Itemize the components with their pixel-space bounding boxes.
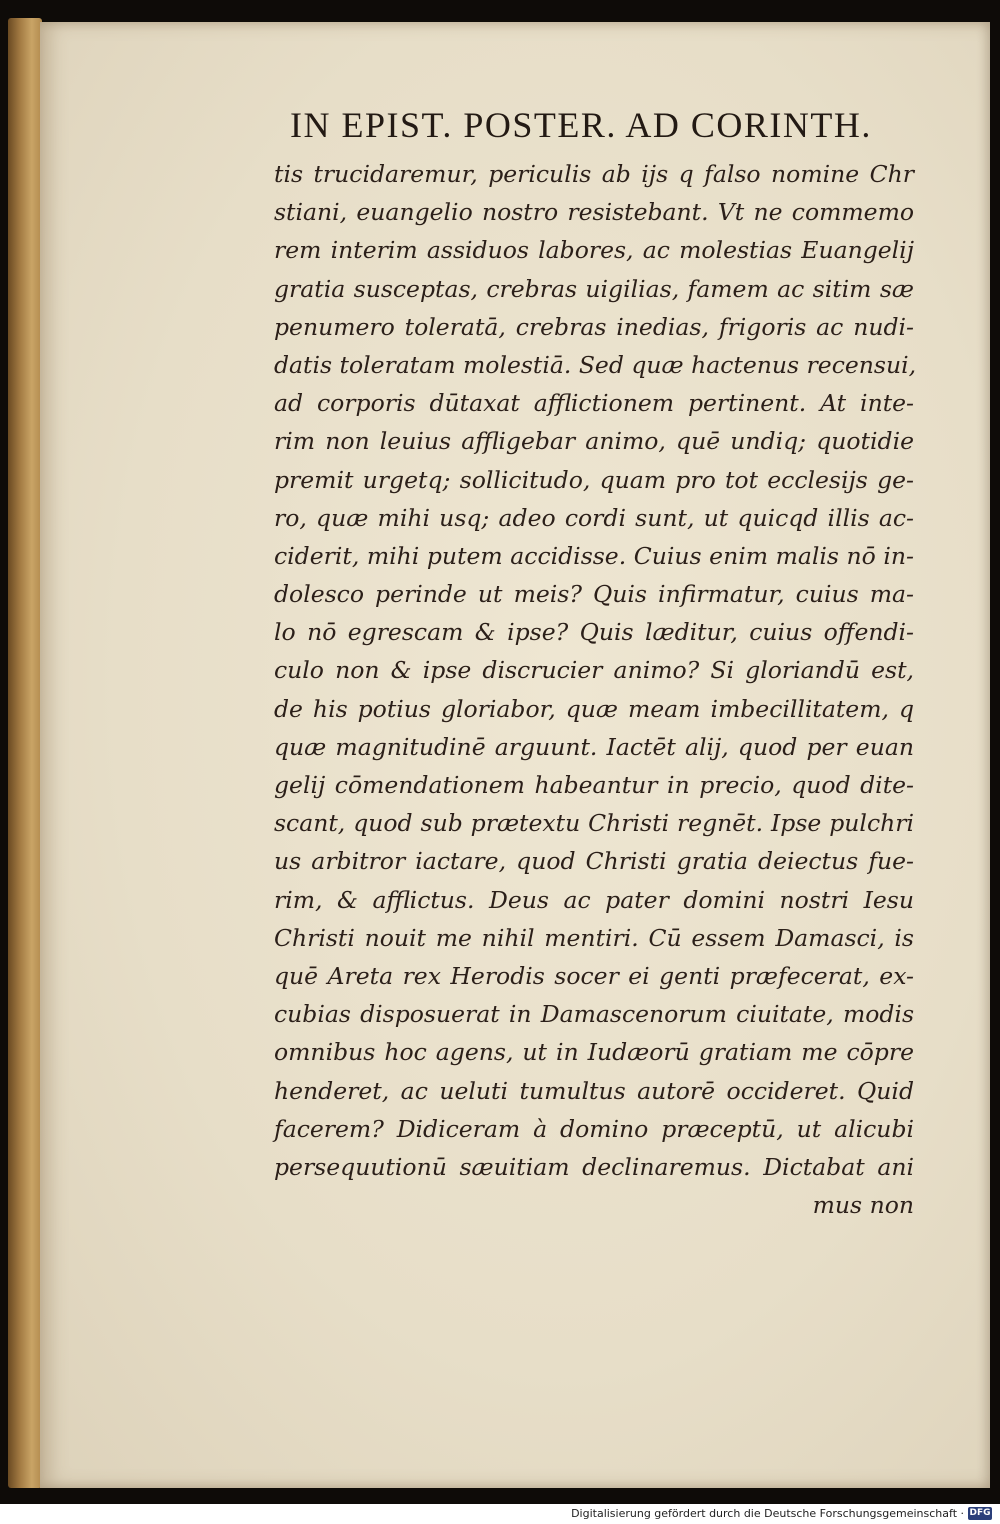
text-line: ad corporis dūtaxat afflictionem pertinent. At inte- [274,389,914,418]
text-line: omnibus hoc agens, ut in Iudæorū gratiam me cōpre [274,1038,914,1067]
text-block [274,155,917,1224]
text-line: persequutionū sæuitiam declinaremus. Dictabat ani [274,1152,914,1181]
text-line: rem interim assiduos labores, ac molestias Euangelij [274,236,914,265]
footer-credit: Digitalisierung gefördert durch die Deutsche Forschungsgemeinschaft · [571,1507,964,1520]
text-line: scant, quod sub prætextu Christi regnēt. Ipse pulchri [274,809,914,838]
text-line: mus non [812,1191,914,1220]
text-line: gelij cōmendationem habeantur in precio, quod dite- [274,771,914,799]
text-line: us arbitror iactare, quod Christi gratia deiectus fue- [274,847,914,876]
running-head: IN EPIST. POSTER. AD CORINTH. [290,105,872,145]
text-line: de his potius gloriabor, quæ meam imbecillitatem, q [274,694,914,723]
text-line: gratia susceptas, crebras uigilias, famem ac sitim sæ [274,274,914,303]
text-line: lo nō egrescam & ipse? Quis læditur, cuius offendi- [274,618,914,647]
text-line: premit urgetq; sollicitudo, quam pro tot ecclesijs ge- [274,465,914,494]
text-line: quē Areta rex Herodis socer ei genti præfecerat, ex- [274,961,914,990]
text-line: facerem? Didiceram à domino præceptū, ut alicubi [274,1114,914,1143]
text-line: stiani, euangelio nostro resistebant. Vt ne commemo [274,198,914,227]
text-line: rim non leuius affligebar animo, quē undiq; quotidie [274,427,914,456]
text-line: penumero toleratā, crebras inedias, frigoris ac nudi- [274,312,914,341]
text-line: cubias disposuerat in Damascenorum ciuitate, modis [274,1000,914,1029]
text-line: ro, quæ mihi usq; adeo cordi sunt, ut quicqd illis ac- [274,503,914,532]
dfg-logo: DFG [969,1508,991,1518]
text-line: tis trucidaremur, periculis ab ijs q falso nomine Chr [274,160,914,188]
text-line: henderet, ac ueluti tumultus autorē occideret. Quid [274,1076,914,1105]
text-line: datis toleratam molestiā. Sed quæ hactenus recensui, [274,350,917,379]
text-line: dolesco perinde ut meis? Quis infirmatur, cuius ma- [274,580,914,609]
text-line: rim, & afflictus. Deus ac pater domini nostri Iesu [274,885,914,914]
text-line: culo non & ipse discrucier animo? Si gloriandū est, [274,656,914,685]
text-line: ciderit, mihi putem accidisse. Cuius enim malis nō in- [274,541,914,570]
text-line: quæ magnitudinē arguunt. Iactēt alij, quod per euan [274,732,914,761]
book-edge [8,18,42,1488]
text-line: Christi nouit me nihil mentiri. Cū essem Damasci, is [274,923,914,952]
